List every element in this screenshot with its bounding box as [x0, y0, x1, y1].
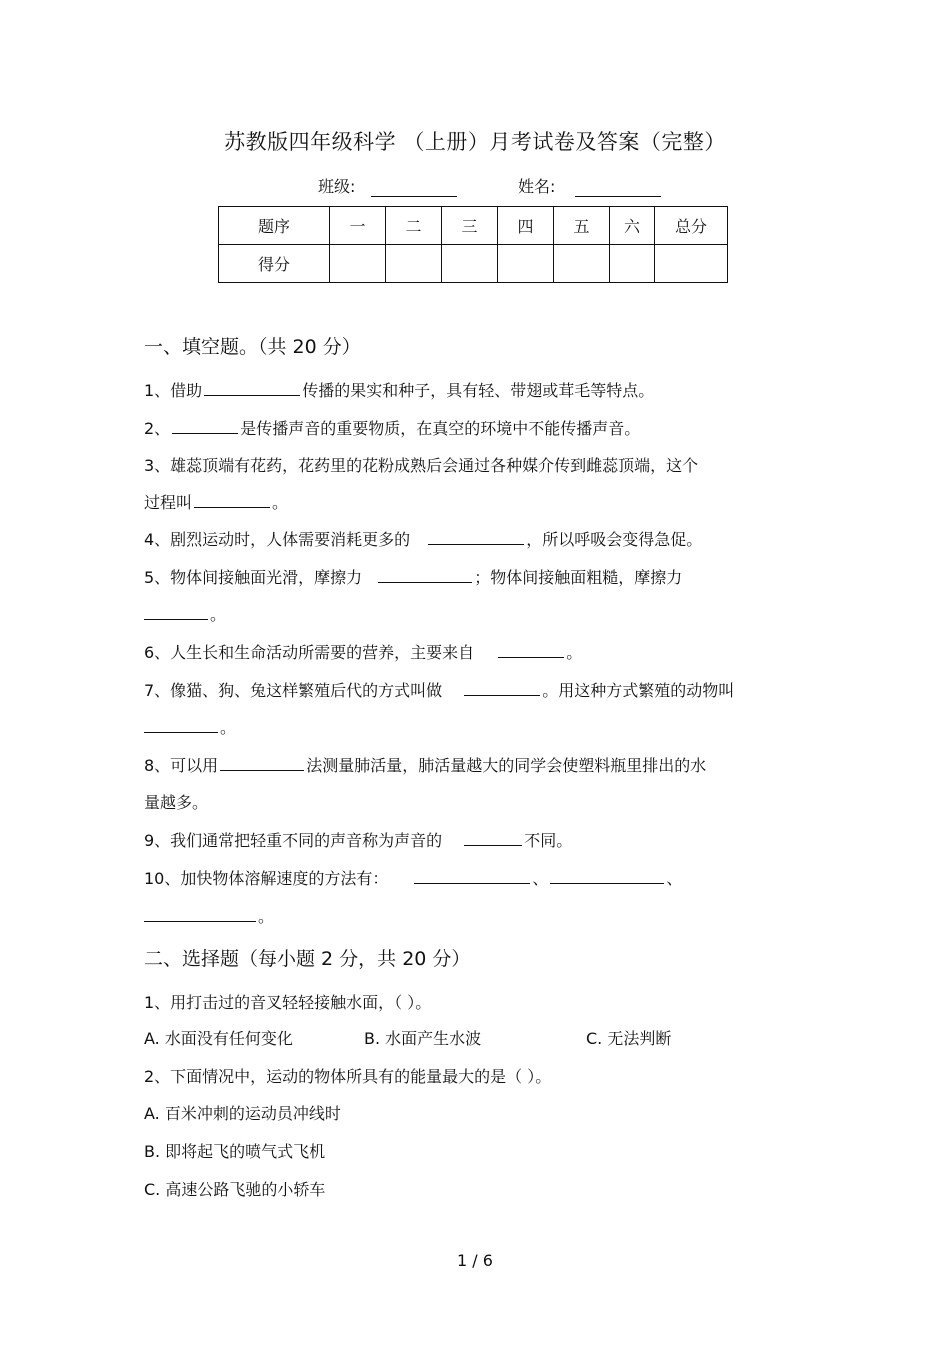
q1-text-b: 传播的果实和种子，具有轻、带翅或茸毛等特点。	[302, 381, 655, 400]
mc-question-1: 1、用打击过的音叉轻轻接触水面，（ ）。	[144, 993, 432, 1012]
mc-question-2: 2、下面情况中，运动的物体所具有的能量最大的是（ ）。	[144, 1067, 552, 1086]
score-header-cell: 题序	[219, 207, 330, 245]
q4-text-a: 4、剧烈运动时，人体需要消耗更多的	[144, 530, 411, 549]
q5-text-c: 。	[210, 605, 227, 624]
score-cell	[498, 245, 554, 283]
q3-text-b: 过程叫	[144, 493, 193, 512]
q2-text-a: 2、	[144, 419, 171, 438]
score-cell	[386, 245, 442, 283]
score-cell	[655, 245, 728, 283]
q9-text-a: 9、我们通常把轻重不同的声音称为声音的	[144, 831, 443, 850]
q7-text-b: 。用这种方式繁殖的动物叫	[542, 681, 735, 700]
class-field	[318, 174, 457, 197]
question-9	[144, 828, 572, 851]
question-6	[144, 640, 582, 663]
document-title: 苏教版四年级科学 （上册）月考试卷及答案（完整）	[224, 130, 726, 154]
mc-q1-option-c: C. 无法判断	[586, 1029, 672, 1048]
answer-blank	[204, 381, 300, 396]
score-table	[218, 206, 728, 283]
score-table-score-row	[219, 245, 728, 283]
score-cell	[554, 245, 610, 283]
question-8	[144, 753, 706, 776]
answer-blank	[414, 869, 530, 884]
page-number: 1 / 6	[457, 1251, 493, 1270]
q6-text-b: 。	[566, 643, 583, 662]
class-label: 班级:	[318, 177, 356, 196]
answer-blank	[194, 493, 270, 508]
q1-text-a: 1、借助	[144, 381, 203, 400]
q3-text-c: 。	[272, 493, 289, 512]
score-header-cell: 三	[442, 207, 498, 245]
section-2-title: 二、选择题（每小题 2 分，共 20 分）	[144, 948, 471, 970]
answer-blank	[378, 568, 472, 583]
name-field	[518, 174, 661, 197]
q10-text-a: 10、加快物体溶解速度的方法有：	[144, 869, 389, 888]
answer-blank	[220, 756, 304, 771]
answer-blank	[550, 869, 664, 884]
q10-text-b: 、	[532, 869, 549, 888]
question-5-cont	[144, 602, 226, 625]
mc-q2-option-a: A. 百米冲刺的运动员冲线时	[144, 1104, 341, 1123]
answer-blank	[144, 718, 218, 733]
q5-text-b: ；物体间接触面粗糙，摩擦力	[474, 568, 683, 587]
name-label: 姓名:	[518, 177, 556, 196]
question-1	[144, 378, 654, 401]
question-3	[144, 453, 698, 476]
answer-blank	[172, 419, 238, 434]
score-cell	[330, 245, 386, 283]
score-header-cell: 四	[498, 207, 554, 245]
score-header-cell: 六	[610, 207, 655, 245]
score-row-label: 得分	[219, 245, 330, 283]
mc-q2-option-b: B. 即将起飞的喷气式飞机	[144, 1142, 326, 1161]
q5-text-a: 5、物体间接触面光滑，摩擦力	[144, 568, 363, 587]
score-table-header-row	[219, 207, 728, 245]
score-header-cell: 五	[554, 207, 610, 245]
q7-text-c: 。	[220, 718, 237, 737]
answer-blank	[464, 681, 540, 696]
score-header-cell: 一	[330, 207, 386, 245]
q8-text-a: 8、可以用	[144, 756, 219, 775]
q10-text-c: 、	[666, 869, 683, 888]
score-cell	[442, 245, 498, 283]
score-cell	[610, 245, 655, 283]
question-10	[144, 866, 682, 889]
q7-text-a: 7、像猫、狗、兔这样繁殖后代的方式叫做	[144, 681, 443, 700]
question-7-cont	[144, 715, 236, 738]
question-10-cont	[144, 904, 274, 927]
question-4	[144, 527, 702, 550]
mc-q1-option-b: B. 水面产生水波	[364, 1029, 482, 1048]
class-blank	[371, 180, 457, 197]
name-blank	[575, 180, 661, 197]
score-header-cell: 二	[386, 207, 442, 245]
q6-text-a: 6、人生长和生命活动所需要的营养，主要来自	[144, 643, 475, 662]
answer-blank	[144, 907, 256, 922]
q8-text-b: 法测量肺活量，肺活量越大的同学会使塑料瓶里排出的水	[306, 756, 707, 775]
question-5	[144, 565, 682, 588]
q2-text-b: 是传播声音的重要物质，在真空的环境中不能传播声音。	[240, 419, 641, 438]
question-2	[144, 416, 640, 439]
q4-text-b: ，所以呼吸会变得急促。	[526, 530, 703, 549]
question-8-cont	[144, 790, 208, 813]
q10-text-d: 。	[258, 907, 275, 926]
answer-blank	[498, 643, 564, 658]
answer-blank	[428, 530, 524, 545]
q9-text-b: 不同。	[524, 831, 573, 850]
score-header-cell: 总分	[655, 207, 728, 245]
q3-text-a: 3、雄蕊顶端有花药，花药里的花粉成熟后会通过各种媒介传到雌蕊顶端，这个	[144, 456, 699, 475]
question-7	[144, 678, 734, 701]
question-3-cont	[144, 490, 288, 513]
mc-q1-option-a: A. 水面没有任何变化	[144, 1029, 293, 1048]
answer-blank	[144, 605, 208, 620]
q8-text-c: 量越多。	[144, 793, 209, 812]
section-1-title: 一、填空题。（共 20 分）	[144, 336, 361, 358]
mc-q2-option-c: C. 高速公路飞驰的小轿车	[144, 1180, 326, 1199]
answer-blank	[464, 831, 522, 846]
